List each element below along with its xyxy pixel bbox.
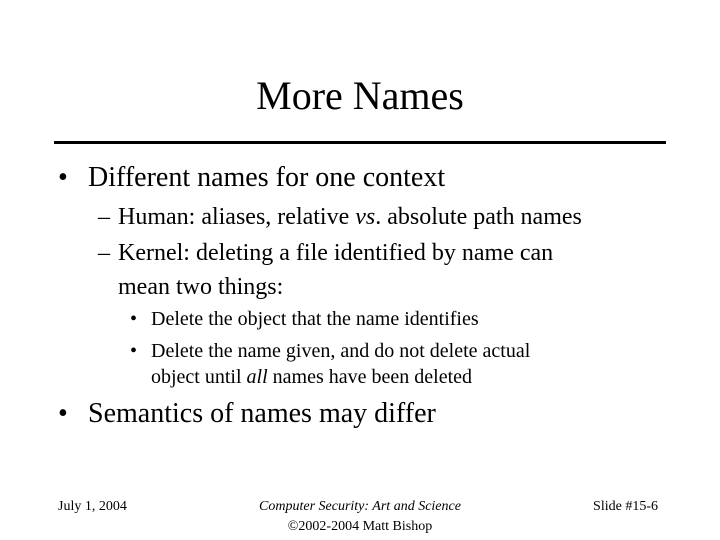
- subitem-text-line1: Kernel: deleting a file identified by name can: [118, 240, 554, 266]
- subitem-text-before: Human: aliases, relative: [118, 204, 356, 230]
- subsubitem-delete-name: [130, 338, 530, 390]
- dash-icon: –: [98, 204, 110, 230]
- subsubitem-text-after: names have been deleted: [267, 366, 473, 388]
- bullet-icon: •: [130, 340, 138, 362]
- bullet-text: Semantics of names may differ: [88, 398, 436, 429]
- subitem-kernel: [98, 236, 553, 304]
- subsubitem-text-line2: [130, 364, 530, 390]
- footer-slide-number: Slide #15-6: [593, 499, 658, 514]
- footer-date: July 1, 2004: [58, 499, 127, 514]
- slide-title: More Names: [256, 73, 464, 118]
- bullet-icon: •: [58, 162, 68, 193]
- bullet-semantics: [58, 398, 436, 430]
- footer-course-title: Computer Security: Art and Science: [259, 499, 461, 514]
- title-underline: [54, 141, 666, 144]
- bullet-icon: •: [58, 398, 68, 429]
- subsubitem-text-line1: Delete the name given, and do not delete actual: [151, 340, 531, 362]
- subitem-human: [98, 200, 582, 234]
- subsubitem-text-before: object until: [151, 366, 247, 388]
- subitem-text-after: . absolute path names: [375, 204, 582, 230]
- dash-icon: –: [98, 240, 110, 266]
- subsubitem-text: Delete the object that the name identifies: [151, 308, 479, 330]
- bullet-different-names: [58, 162, 445, 194]
- footer-copyright: ©2002-2004 Matt Bishop: [287, 519, 433, 534]
- subitem-text-italic: vs: [355, 204, 376, 230]
- bullet-icon: •: [130, 308, 138, 330]
- bullet-text: Different names for one context: [88, 162, 446, 193]
- subsubitem-text-italic: all: [246, 366, 268, 388]
- subsubitem-delete-object: [130, 306, 479, 332]
- footer-course: [210, 497, 510, 537]
- subitem-text-line2: mean two things:: [118, 274, 284, 300]
